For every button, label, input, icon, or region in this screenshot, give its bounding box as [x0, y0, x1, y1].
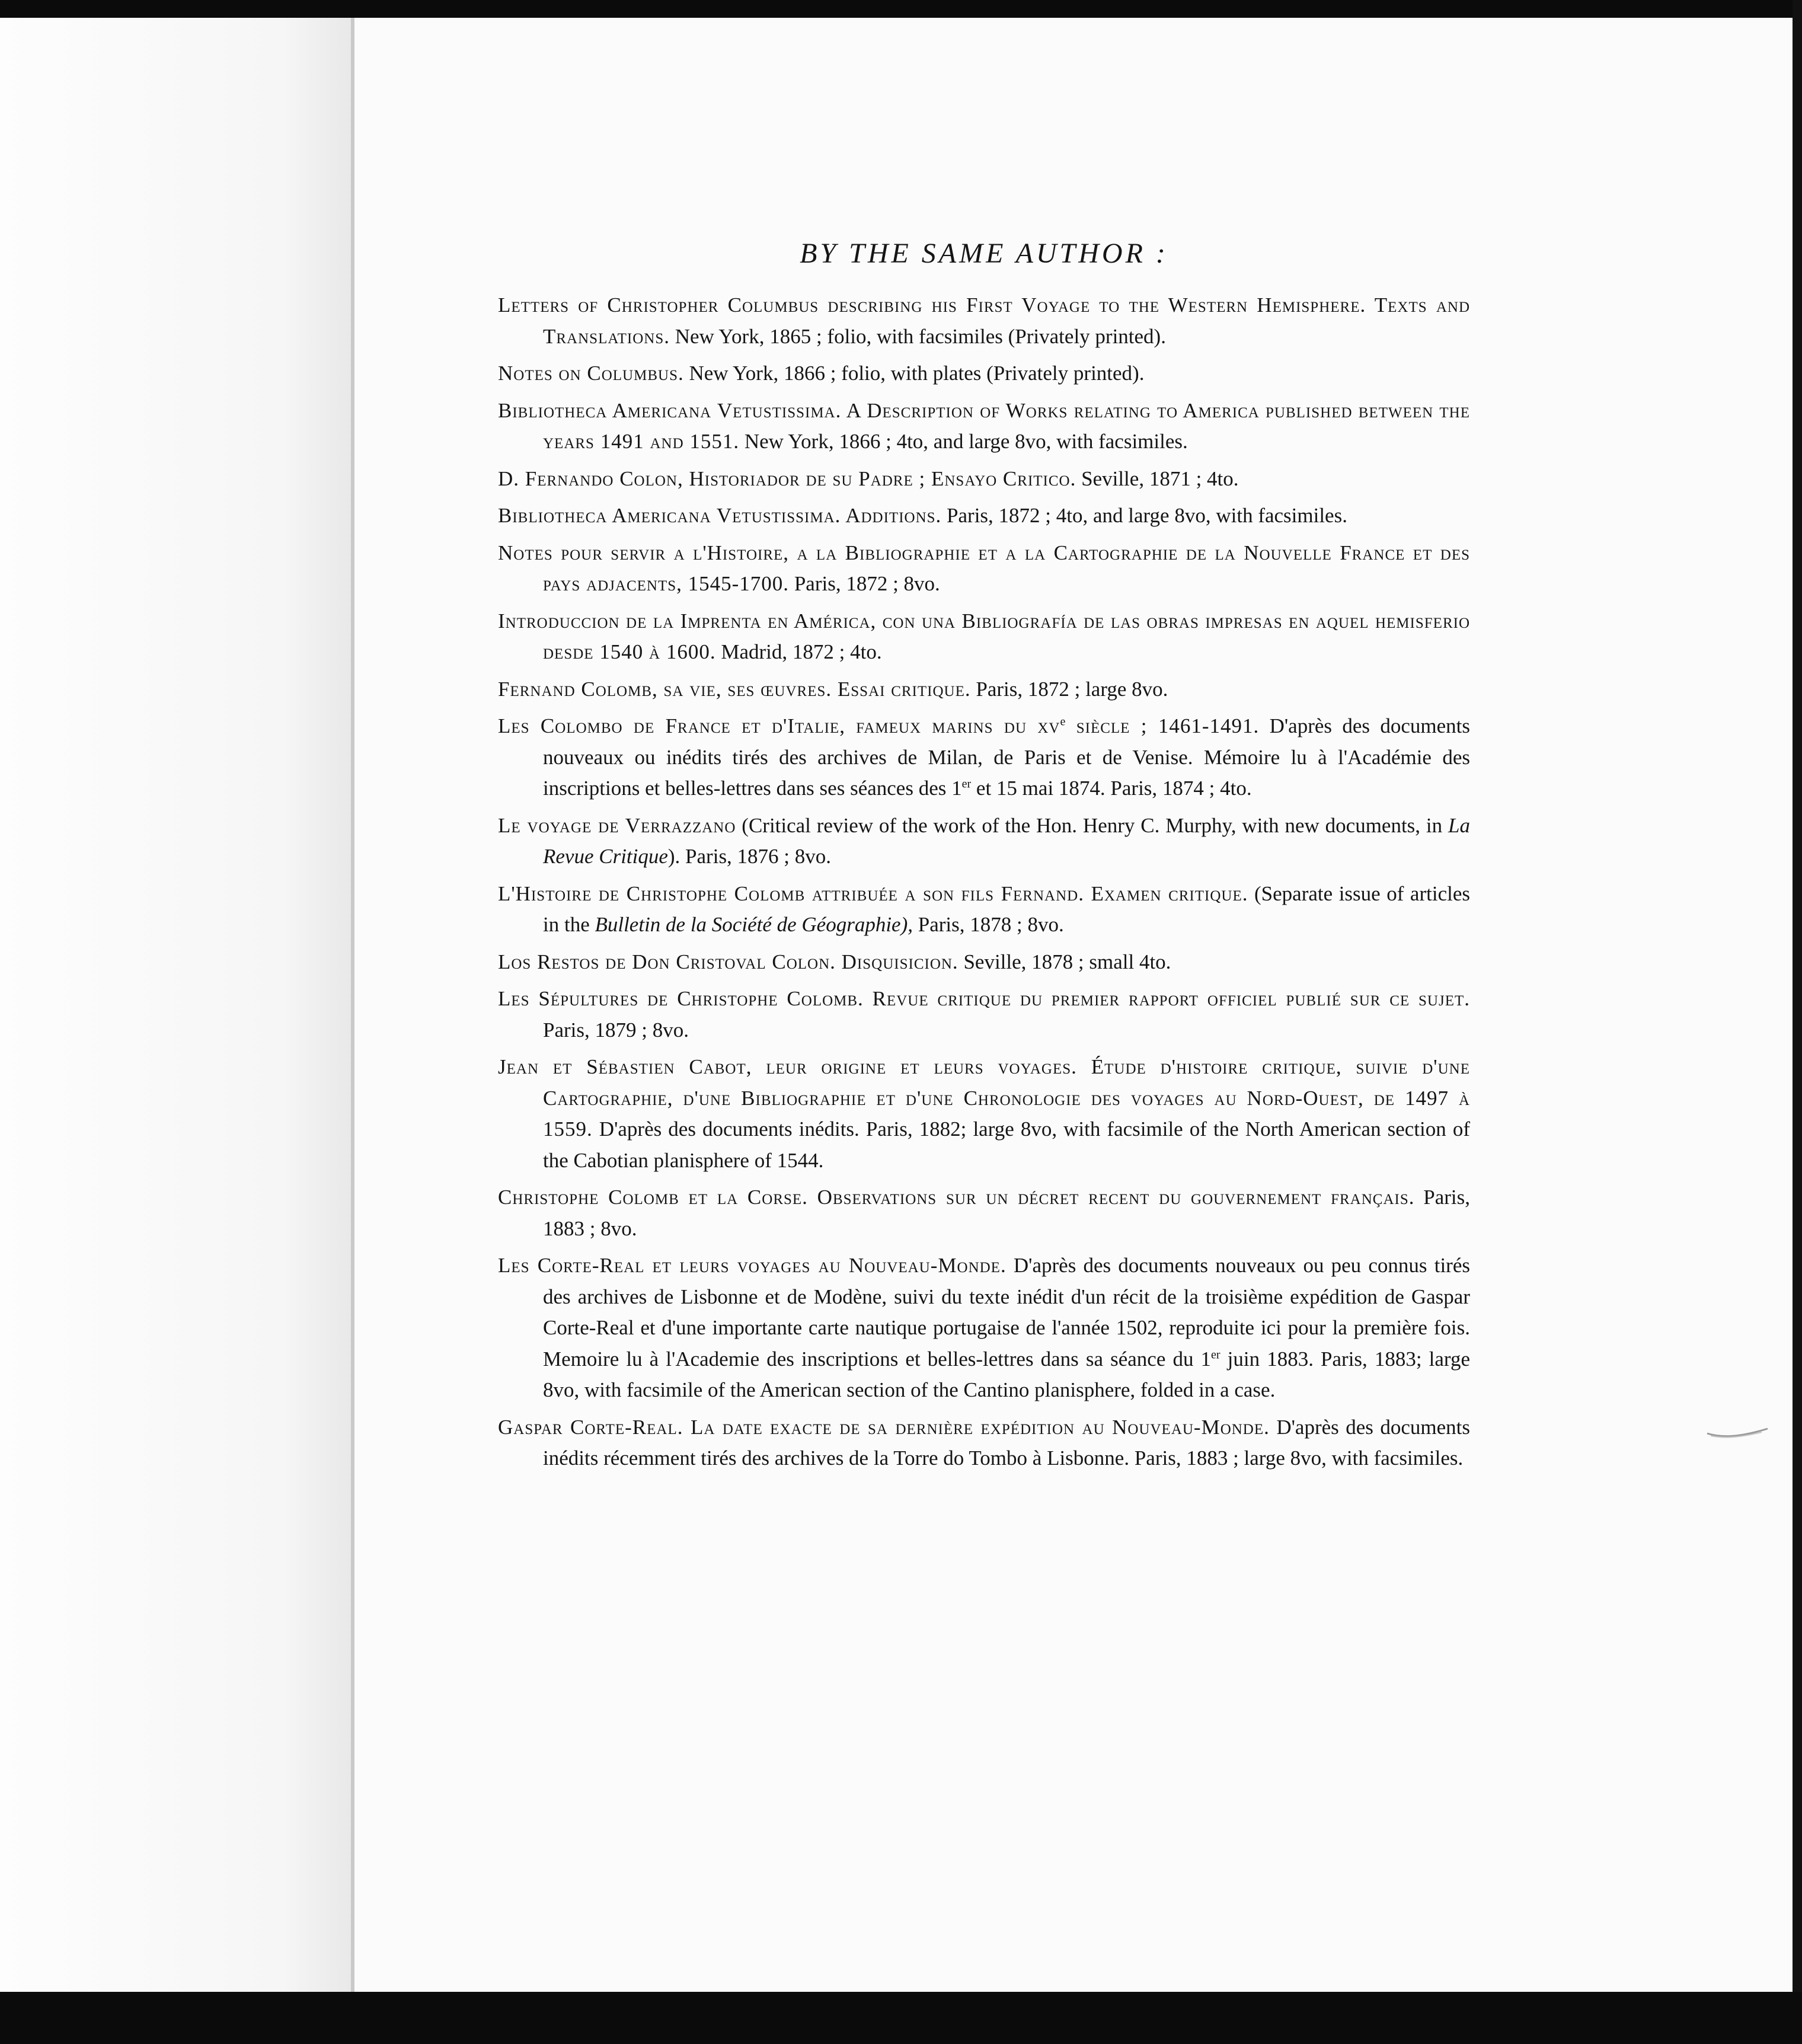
entry-title: L'Histoire de Christophe Colomb attribuée a son fils Fernand. Examen critique.	[498, 882, 1248, 905]
entry-details: New York, 1866 ; 4to, and large 8vo, with facsimiles.	[739, 430, 1188, 453]
entry-details: Paris, 1872 ; 4to, and large 8vo, with facsimiles.	[941, 504, 1347, 527]
bibliography-entry	[498, 500, 1470, 532]
bibliography-entry	[498, 711, 1470, 804]
top-scan-border	[0, 0, 1802, 18]
binding-gutter	[351, 15, 354, 2001]
entry-title-superscript: e	[1060, 715, 1066, 729]
bibliography-entry	[498, 879, 1470, 941]
entry-periodical-title: Bulletin de la Société de Géographie),	[595, 913, 913, 936]
entry-details: D'après des documents inédits. Paris, 1882; large 8vo, with facsimile of the North American section of the Cabotian planisphere of 1544.	[543, 1117, 1470, 1172]
entry-title: Le voyage de Verrazzano	[498, 813, 736, 837]
entry-title: Bibliotheca Americana Vetustissima. A Description of Works relating to America published between the years 1491 and 1551.	[498, 398, 1470, 453]
entry-details-continued: juin 1883. Paris, 1883; large 8vo, with facsimile of the American section of the Cantino planisphere, folded in a case.	[543, 1347, 1470, 1401]
entry-details: (Critical review of the work of the Hon. Henry C. Murphy, with new documents, in	[736, 813, 1449, 837]
entry-details: Madrid, 1872 ; 4to.	[715, 640, 882, 663]
bibliography-entry	[498, 1182, 1470, 1244]
entry-details-continued: et 15 mai 1874. Paris, 1874 ; 4to.	[971, 777, 1252, 800]
bibliography-entry	[498, 1250, 1470, 1406]
entry-details: D'après des documents nouveaux ou inédits tirés des archives de Milan, de Paris et de Venise. Mémoire lu à l'Académie des inscriptions et belles-lettres dans ses séances des 1	[543, 714, 1470, 800]
entry-periodical-title: La Revue Critique	[543, 813, 1470, 868]
entry-title: Bibliotheca Americana Vetustissima. Additions.	[498, 504, 942, 527]
entry-title: Fernand Colomb, sa vie, ses œuvres. Essai critique.	[498, 677, 971, 701]
section-heading: BY THE SAME AUTHOR :	[800, 238, 1168, 269]
entry-title: Introduccion de la Imprenta en América, con una Bibliografía de las obras impresas en aquel hemisferio desde 1540 à 1600.	[498, 609, 1470, 663]
entry-title: Les Corte-Real et leurs voyages au Nouveau-Monde.	[498, 1254, 1007, 1277]
entry-details: New York, 1866 ; folio, with plates (Privately printed).	[683, 362, 1145, 385]
entry-details: Seville, 1871 ; 4to.	[1076, 467, 1239, 490]
entry-title-continued: siècle ; 1461-1491.	[1065, 714, 1260, 737]
entry-title: Les Sépultures de Christophe Colomb. Revue critique du premier rapport officiel publié sur ce sujet.	[498, 987, 1470, 1010]
bibliography-entry	[498, 290, 1470, 352]
entry-title: Jean et Sébastien Cabot, leur origine et leurs voyages. Étude d'histoire critique, suivie d'une Cartographie, d'une Bibliographie et d'une Chronologie des voyages au Nord-Ouest, de 1497 à 1559.	[498, 1055, 1470, 1141]
bibliography-entry	[498, 538, 1470, 600]
entry-details: Paris, 1872 ; 8vo.	[789, 572, 940, 595]
entry-details-superscript: er	[961, 777, 972, 791]
entry-details: D'après des documents nouveaux ou peu connus tirés des archives de Lisbonne et de Modène, suivi du texte inédit d'un récit de la troisième expédition de Gaspar Corte-Real et d'une importante carte nautique portugaise de l'année 1502, reproduite ici pour la première fois. Memoire lu à l'Academie des inscriptions et belles-lettres dans sa séance du 1	[543, 1254, 1470, 1371]
bibliography-entry	[498, 983, 1470, 1046]
paper-scuff-mark	[1705, 1425, 1770, 1441]
entry-title: Letters of Christopher Columbus describing his First Voyage to the Western Hemisphere. Texts and Translations.	[498, 293, 1470, 348]
entry-details: Seville, 1878 ; small 4to.	[958, 950, 1171, 973]
entry-title: Notes pour servir a l'Histoire, a la Bibliographie et a la Cartographie de la Nouvelle France et des pays adjacents, 1545-1700.	[498, 541, 1470, 595]
bottom-scan-border	[0, 1992, 1802, 2044]
entry-details-continued: Paris, 1878 ; 8vo.	[913, 913, 1064, 936]
entry-details: Paris, 1879 ; 8vo.	[543, 1018, 689, 1042]
entry-details: Paris, 1872 ; large 8vo.	[970, 677, 1168, 701]
bibliography-entry	[498, 1052, 1470, 1176]
entry-title: Gaspar Corte-Real. La date exacte de sa dernière expédition au Nouveau-Monde.	[498, 1415, 1270, 1439]
bibliography-entry	[498, 674, 1470, 705]
entry-details: D'après des documents inédits récemment tirés des archives de la Torre do Tombo à Lisbonne. Paris, 1883 ; large 8vo, with facsimiles.	[543, 1415, 1470, 1470]
bibliography-entry	[498, 1412, 1470, 1474]
entry-title: Christophe Colomb et la Corse. Observations sur un décret recent du gouvernement français.	[498, 1186, 1415, 1209]
entry-title: Notes on Columbus.	[498, 362, 684, 385]
entry-details: New York, 1865 ; folio, with facsimiles (Privately printed).	[669, 324, 1166, 348]
bibliography-entry	[498, 358, 1470, 389]
bibliography-entry	[498, 464, 1470, 495]
entry-title: Los Restos de Don Cristoval Colon. Disquisicion.	[498, 950, 958, 973]
entry-details: Paris, 1883 ; 8vo.	[543, 1186, 1470, 1240]
bibliography-section	[498, 237, 1470, 1480]
right-scan-border	[1793, 0, 1802, 2044]
entry-details-superscript: er	[1211, 1347, 1220, 1361]
entry-details: (Separate issue of articles in the	[543, 882, 1470, 936]
left-page-margin	[0, 0, 353, 2044]
entry-title: Les Colombo de France et d'Italie, fameux marins du xv	[498, 714, 1060, 737]
bibliography-entry	[498, 606, 1470, 668]
entry-details-continued: ). Paris, 1876 ; 8vo.	[667, 845, 832, 868]
entry-title: D. Fernando Colon, Historiador de su Padre ; Ensayo Critico.	[498, 467, 1076, 490]
bibliography-entry	[498, 810, 1470, 873]
bibliography-entry	[498, 395, 1470, 458]
bibliography-list	[498, 290, 1470, 1474]
bibliography-entry	[498, 947, 1470, 978]
